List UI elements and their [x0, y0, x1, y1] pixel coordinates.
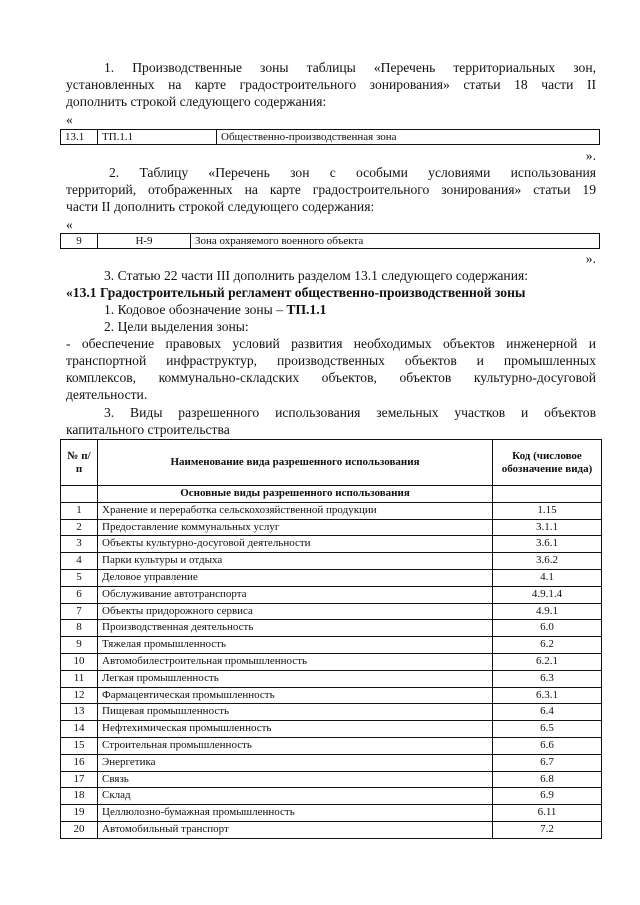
row-name: Строительная промышленность	[98, 737, 493, 754]
table-row	[61, 670, 602, 687]
row-name: Энергетика	[98, 754, 493, 771]
row-num: 14	[61, 721, 98, 738]
row-num: 11	[61, 670, 98, 687]
p3-kinds-line2: капитального строительства	[66, 422, 230, 437]
table-row	[61, 771, 602, 788]
table-row	[61, 721, 602, 738]
table-row	[61, 821, 602, 838]
row-code: 6.7	[493, 754, 602, 771]
table-row	[61, 519, 602, 536]
row-name: Целлюлозно-бумажная промышленность	[98, 805, 493, 822]
row-name: Парки культуры и отдыха	[98, 553, 493, 570]
row-num: 10	[61, 653, 98, 670]
header-num: № п/п	[61, 440, 98, 486]
table-row	[61, 586, 602, 603]
row-num: 16	[61, 754, 98, 771]
p1-row-code: ТП.1.1	[98, 130, 217, 145]
p2-row-table	[60, 233, 600, 249]
table-row	[61, 637, 602, 654]
p3-goals-line3: комплексов, коммунально-складских объектов, объектов культурно-досуговой	[66, 370, 596, 385]
p1-open-quote: «	[66, 112, 73, 127]
table-row	[61, 502, 602, 519]
row-code: 7.2	[493, 821, 602, 838]
p3-line1: 3. Статью 22 части III дополнить разделом 13.1 следующего содержания:	[104, 268, 529, 283]
row-code: 6.3	[493, 670, 602, 687]
row-code: 6.2.1	[493, 653, 602, 670]
table-row	[61, 653, 602, 670]
row-num: 4	[61, 553, 98, 570]
row-code: 6.6	[493, 737, 602, 754]
row-code: 4.1	[493, 569, 602, 586]
p2-close-quote: ».	[585, 251, 596, 266]
row-name: Хранение и переработка сельскохозяйственной продукции	[98, 502, 493, 519]
p2-row-name: Зона охраняемого военного объекта	[191, 234, 600, 249]
row-name: Предоставление коммунальных услуг	[98, 519, 493, 536]
table-row	[61, 737, 602, 754]
p1-row-num: 13.1	[61, 130, 98, 145]
row-num: 12	[61, 687, 98, 704]
table-row	[61, 788, 602, 805]
row-num: 8	[61, 620, 98, 637]
row-name: Нефтехимическая промышленность	[98, 721, 493, 738]
row-name: Объекты культурно-досуговой деятельности	[98, 536, 493, 553]
row-code: 3.6.1	[493, 536, 602, 553]
row-num: 19	[61, 805, 98, 822]
p1-line1: 1. Производственные зоны таблицы «Перечень территориальных зон,	[104, 60, 596, 75]
table-row	[61, 754, 602, 771]
p1-row-name: Общественно-производственная зона	[217, 130, 600, 145]
row-num: 15	[61, 737, 98, 754]
p2-row-num: 9	[61, 234, 98, 249]
p1-line3: дополнить строкой следующего содержания:	[66, 94, 327, 109]
row-code: 6.2	[493, 637, 602, 654]
p2-open-quote: «	[66, 217, 73, 232]
p1-close-quote: ».	[585, 148, 596, 163]
row-num: 1	[61, 502, 98, 519]
row-name: Легкая промышленность	[98, 670, 493, 687]
row-num: 13	[61, 704, 98, 721]
row-num: 17	[61, 771, 98, 788]
table-row	[61, 620, 602, 637]
row-num: 2	[61, 519, 98, 536]
section-title: Основные виды разрешенного использования	[98, 486, 493, 503]
row-name: Автомобильный транспорт	[98, 821, 493, 838]
p2-row-code: Н-9	[98, 234, 191, 249]
p3-heading: «13.1 Градостроительный регламент общественно-производственной зоны	[66, 285, 526, 300]
table-row	[61, 553, 602, 570]
row-code: 6.5	[493, 721, 602, 738]
table-row	[61, 805, 602, 822]
row-code: 1.15	[493, 502, 602, 519]
permitted-use-table	[60, 439, 602, 839]
p1-row-table	[60, 129, 600, 145]
p3-kinds-line1: 3. Виды разрешенного использования земельных участков и объектов	[104, 405, 596, 420]
row-name: Производственная деятельность	[98, 620, 493, 637]
row-num: 18	[61, 788, 98, 805]
row-num: 6	[61, 586, 98, 603]
row-code: 6.0	[493, 620, 602, 637]
table-row	[61, 704, 602, 721]
row-code: 6.4	[493, 704, 602, 721]
row-code: 3.6.2	[493, 553, 602, 570]
header-code: Код (числовое обозначение вида)	[493, 440, 602, 486]
row-name: Объекты придорожного сервиса	[98, 603, 493, 620]
p3-code-value: ТП.1.1	[286, 302, 327, 317]
p2-line1: 2. Таблицу «Перечень зон с особыми условиями использования	[109, 165, 596, 180]
p3-code-prefix: 1. Кодовое обозначение зоны –	[104, 302, 287, 317]
section-num-cell	[61, 486, 98, 503]
row-code: 6.11	[493, 805, 602, 822]
header-name: Наименование вида разрешенного использования	[98, 440, 493, 486]
row-num: 7	[61, 603, 98, 620]
row-code: 6.8	[493, 771, 602, 788]
row-code: 4.9.1.4	[493, 586, 602, 603]
p1-line2: установленных на карте градостроительного зонирования» статьи 18 части II	[66, 77, 596, 92]
table-row	[61, 536, 602, 553]
row-name: Автомобилестроительная промышленность	[98, 653, 493, 670]
table-row	[61, 569, 602, 586]
row-name: Фармацевтическая промышленность	[98, 687, 493, 704]
row-code: 6.9	[493, 788, 602, 805]
p2-line2: территорий, отображенных на карте градостроительного зонирования» статьи 19	[66, 182, 596, 197]
row-num: 5	[61, 569, 98, 586]
row-name: Связь	[98, 771, 493, 788]
row-code: 4.9.1	[493, 603, 602, 620]
row-code: 6.3.1	[493, 687, 602, 704]
row-code: 3.1.1	[493, 519, 602, 536]
row-num: 3	[61, 536, 98, 553]
row-num: 20	[61, 821, 98, 838]
p3-goals: 2. Цели выделения зоны:	[104, 319, 249, 334]
section-code-cell	[493, 486, 602, 503]
table-row	[61, 603, 602, 620]
p3-goals-line2: транспортной инфраструктур, производственных объектов и промышленных	[66, 353, 596, 368]
row-name: Тяжелая промышленность	[98, 637, 493, 654]
row-num: 9	[61, 637, 98, 654]
table-row	[61, 687, 602, 704]
p3-goals-line1: - обеспечение правовых условий развития необходимых объектов инженерной и	[66, 336, 596, 351]
row-name: Деловое управление	[98, 569, 493, 586]
row-name: Обслуживание автотранспорта	[98, 586, 493, 603]
p2-line3: части II дополнить строкой следующего содержания:	[66, 199, 375, 214]
p3-code-line	[66, 302, 596, 318]
row-name: Склад	[98, 788, 493, 805]
row-name: Пищевая промышленность	[98, 704, 493, 721]
table-body	[61, 486, 602, 839]
p3-goals-line4: деятельности.	[66, 387, 148, 402]
